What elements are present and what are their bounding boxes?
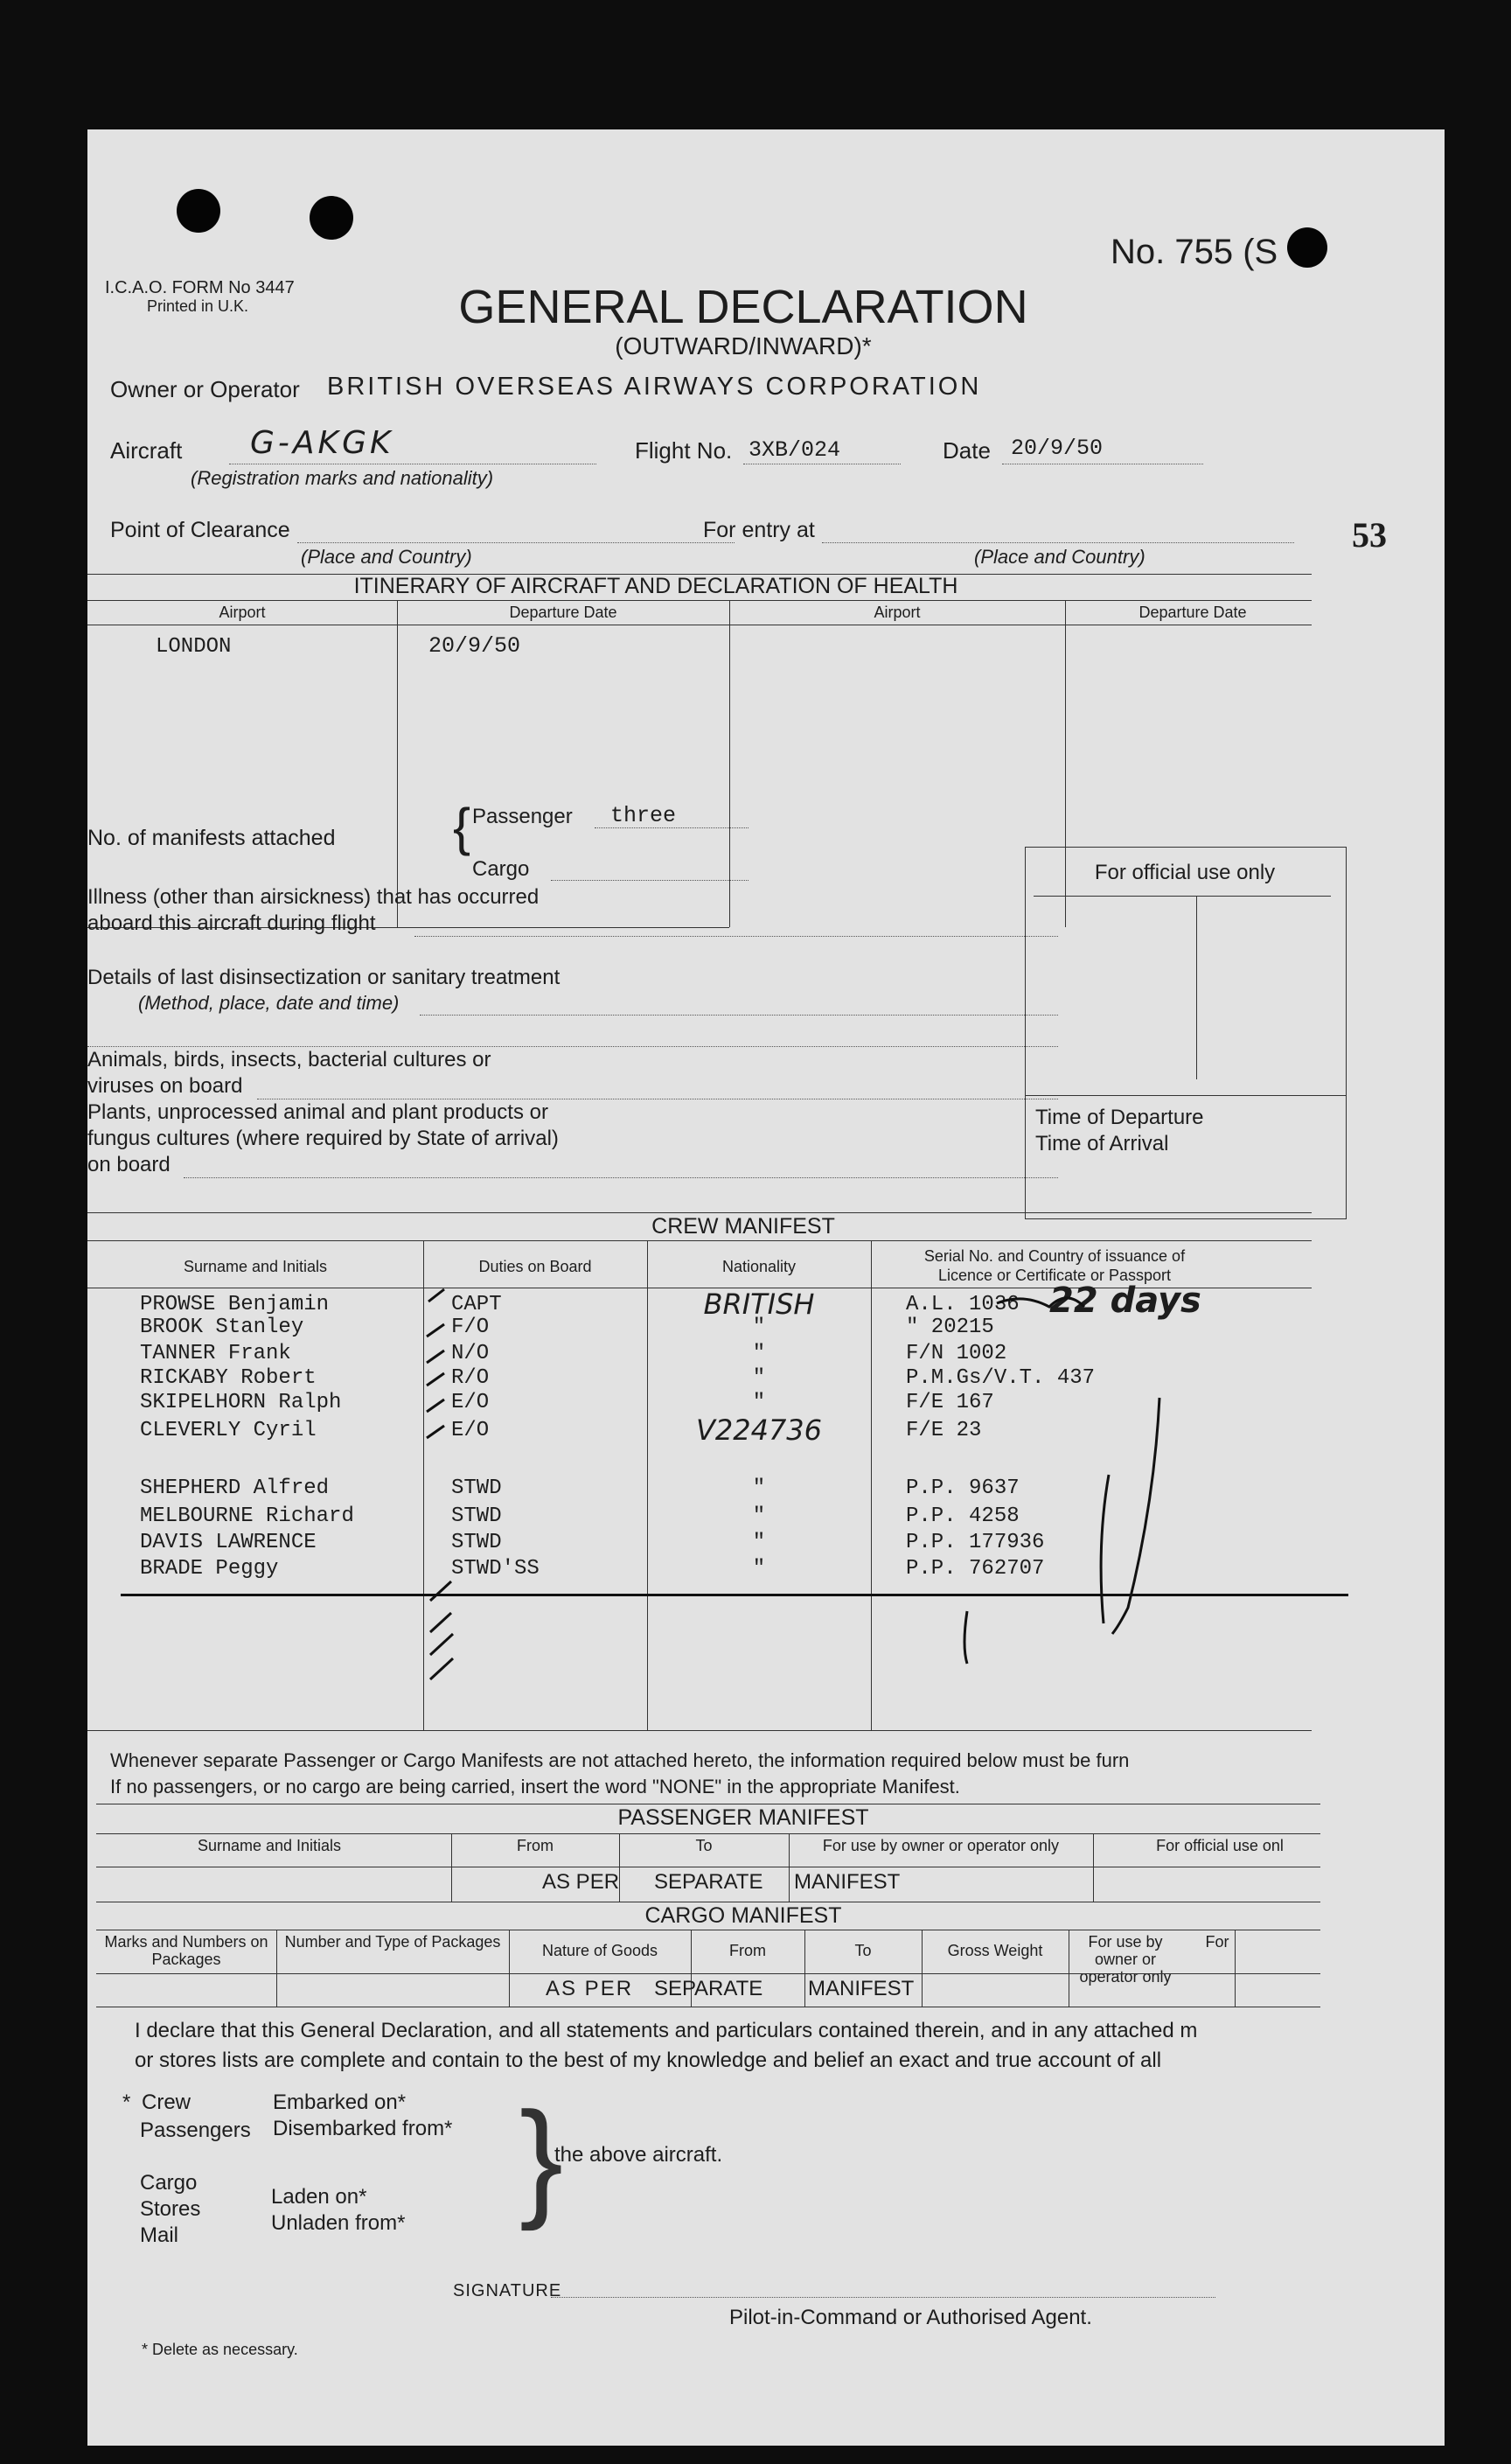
official-use-label: For official use only: [1094, 861, 1276, 884]
manifests-label: No. of manifests attached: [87, 826, 336, 850]
crew-nationality: ": [752, 1476, 766, 1500]
crew-word: Crew: [142, 2091, 191, 2114]
crew-serial: F/N 1002: [906, 1342, 1007, 1365]
punch-hole: [310, 196, 353, 240]
cargo-value-2: SEP: [654, 1977, 697, 2000]
embarked-text: Embarked on*: [273, 2091, 407, 2114]
cargo-header-from: From: [729, 1942, 766, 1959]
aircraft-value: G-AKGK: [250, 425, 394, 461]
notice-line-1: Whenever separate Passenger or Cargo Manifests are not attached hereto, the information required below must be furn: [110, 1749, 1130, 1771]
disembarked-text: Disembarked from*: [273, 2117, 453, 2140]
signature-label: SIGNATURE: [453, 2281, 562, 2300]
footnote: * Delete as necessary.: [142, 2341, 298, 2358]
pax-header-to: To: [695, 1837, 713, 1854]
crew-duty: STWD: [451, 1476, 502, 1500]
date-value: 20/9/50: [1011, 436, 1104, 461]
flight-value: 3XB/024: [749, 437, 841, 463]
declaration-line-2: or stores lists are complete and contain to the best of my knowledge and belief an exact and true account of all: [135, 2049, 1162, 2072]
handwritten-marks: [87, 1267, 1443, 1704]
cargo-header-to: To: [854, 1942, 872, 1959]
crew-nationality: ": [752, 1391, 766, 1414]
handwritten-note: 22 days: [1049, 1281, 1201, 1321]
crew-nationality: BRITISH: [703, 1288, 815, 1321]
crew-nationality: ": [752, 1316, 766, 1339]
crew-name: BROOK Stanley: [140, 1316, 304, 1339]
crew-serial: F/E 167: [906, 1391, 994, 1414]
itinerary-header-airport: Airport: [219, 604, 266, 621]
cargo-word: Cargo: [140, 2171, 198, 2195]
crew-serial: P.P. 177936: [906, 1531, 1045, 1554]
crew-duty: STWD: [451, 1504, 502, 1528]
crew-nationality: ": [752, 1342, 766, 1365]
crew-serial: P.P. 762707: [906, 1557, 1045, 1581]
form-printed: Printed in U.K.: [147, 297, 249, 315]
official-use-box: [1025, 847, 1347, 1219]
punch-hole: [1287, 227, 1327, 268]
pax-header-name: Surname and Initials: [197, 1837, 342, 1854]
crew-header-licence: Licence or Certificate or Passport: [937, 1267, 1172, 1284]
illness-text-2: aboard this aircraft during flight: [87, 911, 376, 935]
form-code: I.C.A.O. FORM No 3447: [105, 278, 295, 297]
pax-header-from: From: [517, 1837, 554, 1854]
pilot-label: Pilot-in-Command or Authorised Agent.: [729, 2306, 1092, 2329]
plants-text-2: fungus cultures (where required by State of arrival): [87, 1127, 559, 1150]
itinerary-header-airport-2: Airport: [874, 604, 921, 621]
crew-nationality: ": [752, 1557, 766, 1581]
itinerary-header-date: Departure Date: [509, 604, 617, 621]
passenger-label: Passenger: [472, 805, 573, 828]
disinsect-text-1: Details of last disinsectization or sanitary treatment: [87, 966, 561, 989]
form-subtitle: (OUTWARD/INWARD)*: [615, 332, 872, 359]
cargo-label: Cargo: [472, 857, 530, 881]
above-aircraft-text: the above aircraft.: [554, 2143, 723, 2167]
itinerary-date-1: 20/9/50: [428, 633, 521, 659]
document-number: No. 755 (S: [1111, 233, 1278, 271]
animals-text-2: viruses on board: [87, 1074, 243, 1098]
pax-value-1: AS PER: [542, 1870, 620, 1894]
crew-duty: F/O: [451, 1316, 490, 1339]
flight-label: Flight No.: [635, 437, 733, 464]
crew-duty: R/O: [451, 1366, 490, 1390]
cargo-value-1: AS PER: [546, 1977, 634, 2000]
time-arrival-label: Time of Arrival: [1035, 1132, 1169, 1155]
itinerary-airport-1: LONDON: [156, 635, 232, 659]
entry-label: For entry at: [703, 518, 815, 542]
crew-name: SKIPELHORN Ralph: [140, 1391, 342, 1414]
crew-serial: " 20215: [906, 1316, 994, 1339]
time-departure-label: Time of Departure: [1035, 1106, 1204, 1129]
cargo-value-4: MANIFEST: [808, 1977, 915, 2000]
crew-name: RICKABY Robert: [140, 1366, 317, 1390]
pax-header-official-use: For official use onl: [1156, 1837, 1284, 1854]
cargo-header-official-use: For: [1205, 1933, 1229, 1951]
crew-duty: E/O: [451, 1419, 490, 1442]
itinerary-header-date-2: Departure Date: [1138, 604, 1247, 621]
animals-text-1: Animals, birds, insects, bacterial cultures or: [87, 1048, 491, 1071]
pax-value-3: MANIFEST: [794, 1870, 901, 1894]
crew-name: PROWSE Benjamin: [140, 1293, 330, 1316]
clearance-label: Point of Clearance: [110, 518, 290, 542]
cargo-header-owner-use: For use by owner or operator only: [1079, 1933, 1172, 1986]
laden-text: Laden on*: [271, 2185, 367, 2209]
crew-name: BRADE Peggy: [140, 1557, 279, 1581]
page-number: 53: [1352, 515, 1387, 555]
cargo-header-packages: Number and Type of Packages: [284, 1933, 501, 1951]
passenger-manifest-title: PASSENGER MANIFEST: [617, 1805, 869, 1830]
owner-value: BRITISH OVERSEAS AIRWAYS CORPORATION: [327, 373, 982, 401]
crew-duty: N/O: [451, 1342, 490, 1365]
illness-text-1: Illness (other than airsickness) that has occurred: [87, 885, 540, 909]
crew-serial: P.P. 4258: [906, 1504, 1020, 1528]
crew-nationality: ": [752, 1366, 766, 1390]
passengers-word: Passengers: [140, 2118, 251, 2142]
form-title: GENERAL DECLARATION: [458, 281, 1028, 333]
crew-header-duty: Duties on Board: [478, 1258, 592, 1275]
cargo-header-marks: Marks and Numbers on Packages: [104, 1933, 268, 1968]
crew-serial: A.L. 1036: [906, 1293, 1020, 1316]
cargo-manifest-title: CARGO MANIFEST: [644, 1903, 842, 1928]
crew-header-serial: Serial No. and Country of issuance of: [923, 1247, 1186, 1265]
pax-header-owner-use: For use by owner or operator only: [822, 1837, 1060, 1854]
crew-name: CLEVERLY Cyril: [140, 1419, 317, 1442]
aircraft-note: (Registration marks and nationality): [191, 467, 494, 489]
aircraft-label: Aircraft: [110, 437, 183, 464]
crew-manifest-title: CREW MANIFEST: [651, 1214, 835, 1239]
passenger-value: three: [610, 803, 677, 828]
crew-nationality: ": [752, 1504, 766, 1528]
crew-serial: F/E 23: [906, 1419, 982, 1442]
crew-duty: STWD'SS: [451, 1557, 540, 1581]
clearance-note: (Place and Country): [301, 546, 472, 568]
declaration-sheet: I.C.A.O. FORM No 3447 Printed in U.K. No. 755 (S 53 GENERAL DECLARATION (OUTWARD/INWARD)* Owner or Operator BRITISH OVERSEAS AIRWAYS CORPORATION Aircraft G-AKGK (Registration marks and nationality) Flight No. 3XB/024 Date 20/9/50 Point of Clearance (Place and Country) For entry at (Place and Country) ITINERARY OF AIRCRAFT AND DECLARATION OF HEALTH Airport Departure Date Airport Departure Date LONDON 20/9/50 No. of manifests attached { Passenger three Cargo Illness (other than airsickness) that has occurred aboard this aircraft during flight Details of last disinsectization or sanitary treatment (Method, place, date and time) Animals, birds, insects, bacterial cultures or viruses on board Plants, unprocessed animal and plant products or fungus cultures (where required by State of arrival) on board For official use only Time of Departure Time of Arrival CREW MANIFEST Surname and Initials Duties on Board Nationality Serial No. and Country of issuance of Licence or Certificate or Passport PROWSE Benjamin CAPT BRITISH A.L. 1036 BROOK Stanley F/O " " 20215 TANNER Frank N/O " F/N 1002 RICKABY Robert R/O " P.M.Gs/V.T. 437 SKIPELHORN Ralph E/O " F/E 167 CLEVERLY Cyril E/O V224736 F/E 23 SHEPHERD Alfred STWD " P.P. 9637 MELBOURNE Richard STWD " P.P. 4258 DAVIS LAWRENCE STWD " P.P. 177936 BRADE Peggy STWD'SS " P.P. 762707 22 days Whenever separate Passenger or Cargo Manifests are not attached hereto, the information required below must be furn If no passengers, or no cargo are being carried, insert the word "NONE" in the appropriate Manifest. PASSENGER MANIFEST Surname and Initials From To For use by owner or operator only For official use onl AS PER SEPARATE MANIFEST CARGO MANIFEST Marks and Numbers on Packages Number and Type of Packages Nature of Goods From To Gross Weight For use by owner or operator only For AS PER SEP ARATE MANIFEST I declare that this General Declaration, and all statements and particulars contained therein, and in any attached m or stores lists are complete and contain to the best of my knowledge and belief an exact and true account of all * Crew Passengers Embarked on* Disembarked from* } the above aircraft. Cargo Stores Mail Laden on* Unladen from* SIGNATURE Pilot-in-Command or Authorised Agent. * Delete as necessary.: [87, 129, 1445, 2446]
cargo-header-nature: Nature of Goods: [541, 1942, 658, 1959]
stores-word: Stores: [140, 2197, 201, 2221]
crew-duty: CAPT: [451, 1293, 502, 1316]
cargo-header-weight: Gross Weight: [947, 1942, 1043, 1959]
crew-duty: STWD: [451, 1531, 502, 1554]
crew-nationality: ": [752, 1531, 766, 1554]
notice-line-2: If no passengers, or no cargo are being carried, insert the word "NONE" in the appropriate Manifest.: [110, 1776, 960, 1797]
mail-word: Mail: [140, 2223, 179, 2247]
crew-header-nationality: Nationality: [721, 1258, 797, 1275]
plants-text-3: on board: [87, 1153, 171, 1176]
crew-duty: E/O: [451, 1391, 490, 1414]
declaration-line-1: I declare that this General Declaration, and all statements and particulars contained therein, and in any attached m: [135, 2019, 1198, 2042]
entry-note: (Place and Country): [974, 546, 1145, 568]
cargo-value-3: ARATE: [694, 1977, 763, 2000]
date-label: Date: [943, 437, 991, 464]
crew-name: MELBOURNE Richard: [140, 1504, 354, 1528]
owner-label: Owner or Operator: [110, 376, 300, 402]
punch-hole: [177, 189, 220, 233]
pax-value-2: SEPARATE: [654, 1870, 763, 1894]
crew-serial: P.M.Gs/V.T. 437: [906, 1366, 1096, 1390]
crew-name: DAVIS LAWRENCE: [140, 1531, 317, 1554]
disinsect-text-2: (Method, place, date and time): [138, 992, 400, 1014]
unladen-text: Unladen from*: [271, 2211, 406, 2235]
crew-name: TANNER Frank: [140, 1342, 291, 1365]
crew-nationality: V224736: [695, 1413, 823, 1447]
itinerary-title: ITINERARY OF AIRCRAFT AND DECLARATION OF HEALTH: [353, 574, 958, 598]
crew-serial: P.P. 9637: [906, 1476, 1020, 1500]
crew-header-name: Surname and Initials: [183, 1258, 328, 1275]
crew-name: SHEPHERD Alfred: [140, 1476, 330, 1500]
plants-text-1: Plants, unprocessed animal and plant products or: [87, 1100, 548, 1124]
